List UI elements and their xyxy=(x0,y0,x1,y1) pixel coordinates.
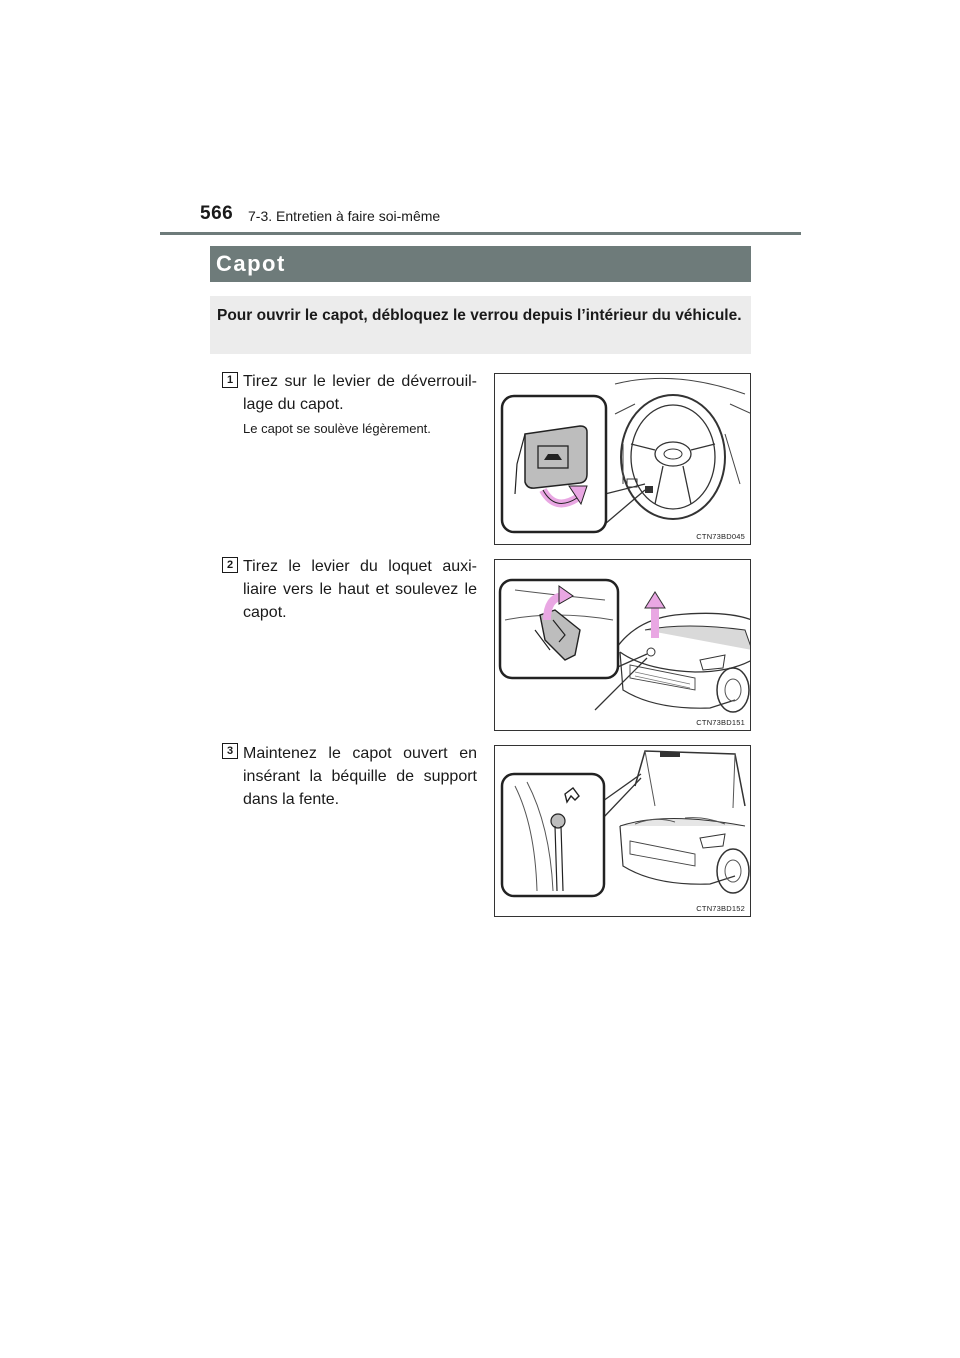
figure-auxiliary-latch xyxy=(494,559,751,731)
step-text-1: Tirez sur le levier de déverrouil-lage du capot. xyxy=(243,373,477,413)
auxiliary-latch-illustration xyxy=(495,560,751,731)
page-number: 566 xyxy=(200,203,234,224)
step-note-1: Le capot se soulève légèrement. xyxy=(243,421,431,436)
figure-hood-release-lever xyxy=(494,373,751,545)
step-text-2: Tirez le levier du loquet auxi-liaire vers le haut et soulevez le capot. xyxy=(243,558,477,621)
figure-code-1: CTN73BD045 xyxy=(696,532,745,541)
step-number-1: 1 xyxy=(222,372,238,388)
intro-text: Pour ouvrir le capot, débloquez le verrou depuis l’intérieur du véhicule. xyxy=(217,307,742,324)
step-number-3: 3 xyxy=(222,743,238,759)
figure-support-rod xyxy=(494,745,751,917)
support-rod-illustration xyxy=(495,746,751,917)
section-title: 7-3. Entretien à faire soi-même xyxy=(248,208,441,224)
figure-code-2: CTN73BD151 xyxy=(696,718,745,727)
header-rule xyxy=(160,232,801,235)
intro-box xyxy=(210,296,751,354)
step-number-2: 2 xyxy=(222,557,238,573)
hood-release-illustration xyxy=(495,374,751,545)
figure-code-3: CTN73BD152 xyxy=(696,904,745,913)
page-title: Capot xyxy=(210,246,751,282)
step-text-3: Maintenez le capot ouvert en insérant la béquille de support dans la fente. xyxy=(243,745,477,808)
